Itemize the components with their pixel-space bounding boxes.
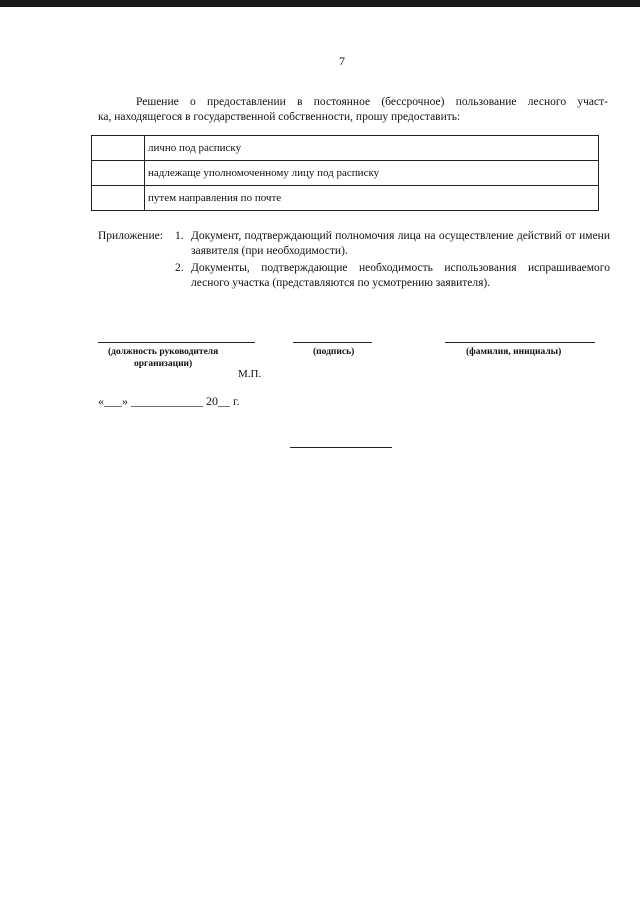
name-caption: (фамилия, инициалы) — [466, 347, 562, 357]
appendix-item — [175, 229, 610, 259]
seal-placeholder: М.П. — [238, 368, 262, 380]
appendix-item — [175, 261, 610, 291]
delivery-option-checkbox[interactable] — [92, 136, 145, 161]
end-of-page-rule — [290, 447, 392, 448]
position-caption-line-2: организации) — [134, 359, 193, 369]
appendix-section — [98, 229, 610, 293]
delivery-option-label: надлежаще уполномоченному лицу под расписку — [145, 161, 599, 186]
signature-line[interactable] — [293, 342, 372, 343]
name-signature-line[interactable] — [445, 342, 595, 343]
position-caption — [108, 346, 218, 370]
page-number: 7 — [339, 54, 345, 68]
delivery-option-row — [92, 161, 599, 186]
delivery-option-checkbox[interactable] — [92, 186, 145, 211]
signature-caption: (подпись) — [313, 347, 355, 357]
intro-paragraph — [98, 95, 608, 125]
delivery-option-label: лично под расписку — [145, 136, 599, 161]
appendix-heading: Приложение: — [98, 230, 163, 242]
delivery-option-checkbox[interactable] — [92, 161, 145, 186]
delivery-option-row — [92, 136, 599, 161]
appendix-item-text: Документы, подтверждающие необходимость использования испрашиваемого лесного участка (представляются по усмотрению заявителя). — [191, 262, 610, 289]
intro-line-2: ка, находящегося в государственной собственности, прошу предоставить: — [98, 111, 461, 123]
position-signature-line[interactable] — [98, 342, 255, 343]
appendix-item-number: 2. — [175, 262, 184, 274]
appendix-list — [175, 229, 610, 291]
delivery-option-row — [92, 186, 599, 211]
delivery-options-table — [91, 135, 599, 211]
appendix-item-number: 1. — [175, 230, 184, 242]
appendix-item-text: Документ, подтверждающий полномочия лица на осуществление действий от имени заявителя (при необходимости). — [191, 230, 610, 257]
top-border-rule — [0, 0, 640, 7]
delivery-option-label: путем направления по почте — [145, 186, 599, 211]
position-caption-line-1: (должность руководителя — [108, 347, 219, 357]
intro-line-1: Решение о предоставлении в постоянное (бессрочное) пользование лесного участ- — [136, 96, 608, 108]
date-field[interactable]: «___» ____________ 20__ г. — [98, 394, 240, 408]
